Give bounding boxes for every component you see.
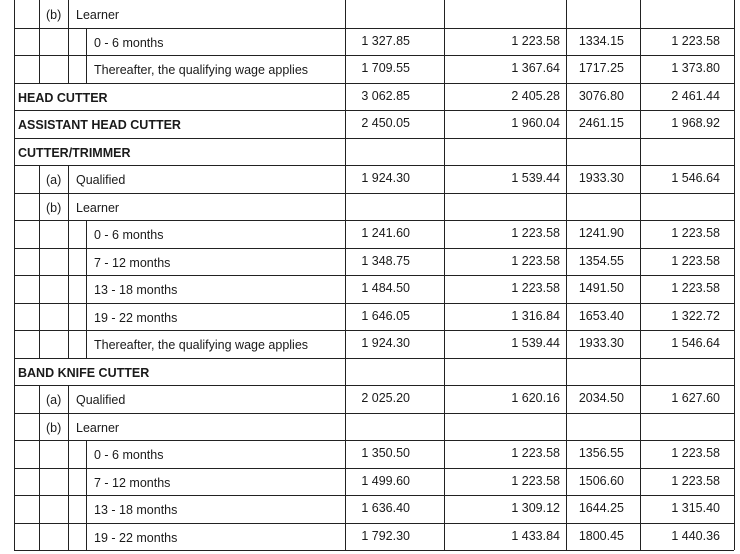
- indent-rule: [68, 193, 69, 221]
- row-rule: [14, 28, 734, 29]
- value-column-rule: [734, 275, 735, 303]
- wage-value: 2034.50: [578, 391, 624, 405]
- row-label: Learner: [76, 420, 120, 435]
- wage-value: 1653.40: [578, 308, 624, 323]
- value-column-rule: [640, 193, 641, 221]
- indent-rule: [68, 0, 69, 28]
- row-label: 19 - 22 months: [94, 530, 178, 545]
- table-left-border: [14, 220, 15, 248]
- wage-value: 3076.80: [578, 88, 624, 103]
- value-column-rule: [734, 385, 735, 413]
- value-column-rule: [345, 0, 346, 28]
- value-column-rule: [444, 220, 445, 248]
- wage-value: 1933.30: [578, 336, 624, 350]
- value-column-rule: [444, 138, 445, 166]
- row-marker: (a): [46, 393, 62, 407]
- wage-value: 2 405.28: [511, 88, 560, 103]
- value-column-rule: [734, 468, 735, 496]
- wage-value: 1 546.64: [671, 336, 720, 350]
- value-column-rule: [345, 358, 346, 386]
- row-rule: [14, 248, 734, 249]
- value-column-rule: [734, 523, 735, 551]
- wage-value: 1 241.60: [361, 226, 410, 240]
- indent-rule: [68, 385, 69, 413]
- value-column-rule: [566, 138, 567, 166]
- wage-value: 1 499.60: [361, 473, 410, 488]
- indent-rule: [39, 220, 40, 248]
- wage-value: 1506.60: [578, 473, 624, 488]
- wage-value: 1 636.40: [361, 501, 410, 515]
- wage-value: 1 327.85: [361, 33, 410, 48]
- wage-value: 2461.15: [578, 116, 624, 130]
- indent-rule: [68, 523, 69, 551]
- indent-rule: [86, 248, 87, 276]
- indent-rule: [39, 413, 40, 441]
- indent-rule: [39, 0, 40, 28]
- indent-rule: [68, 440, 69, 468]
- indent-rule: [39, 275, 40, 303]
- wage-value: 1933.30: [578, 171, 624, 185]
- row-heading: BAND KNIFE CUTTER: [18, 365, 150, 380]
- indent-rule: [86, 220, 87, 248]
- value-column-rule: [734, 28, 735, 56]
- wage-value: 1 960.04: [511, 116, 560, 130]
- wage-value: 1 968.92: [671, 116, 720, 130]
- row-label: 0 - 6 months: [94, 35, 164, 50]
- row-label: Learner: [76, 8, 120, 22]
- table-left-border: [14, 358, 15, 386]
- wage-value: 1 373.80: [671, 61, 720, 75]
- indent-rule: [86, 275, 87, 303]
- wage-value: 1 646.05: [361, 308, 410, 323]
- value-column-rule: [734, 110, 735, 138]
- table-left-border: [14, 385, 15, 413]
- value-column-rule: [444, 495, 445, 523]
- row-label: Thereafter, the qualifying wage applies: [94, 338, 309, 352]
- row-rule: [14, 193, 734, 194]
- table-left-border: [14, 303, 15, 331]
- value-column-rule: [734, 440, 735, 468]
- value-column-rule: [444, 413, 445, 441]
- indent-rule: [86, 468, 87, 496]
- row-label: 0 - 6 months: [94, 448, 164, 462]
- row-label: 0 - 6 months: [94, 228, 164, 242]
- wage-value: 1 546.64: [671, 171, 720, 185]
- row-marker: (b): [46, 420, 62, 435]
- value-column-rule: [444, 523, 445, 551]
- row-label: 7 - 12 months: [94, 475, 171, 490]
- value-column-rule: [734, 55, 735, 83]
- indent-rule: [39, 303, 40, 331]
- value-column-rule: [444, 330, 445, 358]
- value-column-rule: [734, 303, 735, 331]
- row-heading: CUTTER/TRIMMER: [18, 145, 131, 160]
- value-column-rule: [566, 358, 567, 386]
- table-left-border: [14, 28, 15, 56]
- indent-rule: [86, 523, 87, 551]
- row-label: 19 - 22 months: [94, 310, 178, 325]
- wage-value: 1 539.44: [511, 336, 560, 350]
- wage-value: 1 539.44: [511, 171, 560, 185]
- value-column-rule: [734, 413, 735, 441]
- value-column-rule: [734, 330, 735, 358]
- indent-rule: [39, 55, 40, 83]
- value-column-rule: [444, 303, 445, 331]
- value-column-rule: [444, 28, 445, 56]
- indent-rule: [68, 330, 69, 358]
- value-column-rule: [345, 413, 346, 441]
- value-column-rule: [444, 358, 445, 386]
- wage-value: 1 924.30: [361, 336, 410, 350]
- wage-value: 1 709.55: [361, 61, 410, 75]
- value-column-rule: [444, 83, 445, 111]
- indent-rule: [39, 440, 40, 468]
- value-column-rule: [734, 165, 735, 193]
- wage-value: 1 223.58: [511, 33, 560, 48]
- indent-rule: [68, 28, 69, 56]
- value-column-rule: [734, 193, 735, 221]
- value-column-rule: [444, 248, 445, 276]
- wage-value: 1 792.30: [361, 528, 410, 543]
- wage-value: 1 223.58: [671, 446, 720, 460]
- row-label: 7 - 12 months: [94, 255, 171, 270]
- table-left-border: [14, 275, 15, 303]
- row-rule: [14, 523, 734, 524]
- value-column-rule: [734, 495, 735, 523]
- indent-rule: [39, 385, 40, 413]
- row-label: Learner: [76, 200, 120, 215]
- indent-rule: [39, 165, 40, 193]
- table-left-border: [14, 83, 15, 111]
- wage-value: 3 062.85: [361, 88, 410, 103]
- wage-value: 1717.25: [578, 61, 624, 75]
- wage-value: 1 309.12: [511, 501, 560, 515]
- row-label: 13 - 18 months: [94, 283, 178, 297]
- row-rule: [14, 138, 734, 139]
- wage-value: 1 440.36: [671, 528, 720, 543]
- row-rule: [14, 358, 734, 359]
- indent-rule: [86, 303, 87, 331]
- value-column-rule: [734, 0, 735, 28]
- wage-value: 1 223.58: [511, 281, 560, 295]
- indent-rule: [68, 55, 69, 83]
- row-rule: [14, 495, 734, 496]
- wage-value: 1 223.58: [671, 473, 720, 488]
- table-left-border: [14, 523, 15, 551]
- wage-value: 1 627.60: [671, 391, 720, 405]
- value-column-rule: [734, 248, 735, 276]
- indent-rule: [39, 330, 40, 358]
- table-left-border: [14, 330, 15, 358]
- wage-value: 1 223.58: [671, 281, 720, 295]
- wage-value: 1 223.58: [671, 33, 720, 48]
- wage-value: 1 223.58: [511, 446, 560, 460]
- wage-value: 1 924.30: [361, 171, 410, 185]
- indent-rule: [68, 413, 69, 441]
- indent-rule: [39, 468, 40, 496]
- value-column-rule: [734, 220, 735, 248]
- wage-value: 1 223.58: [671, 226, 720, 240]
- value-column-rule: [640, 358, 641, 386]
- row-rule: [14, 385, 734, 386]
- row-rule: [14, 550, 734, 551]
- row-rule: [14, 468, 734, 469]
- wage-value: 2 025.20: [361, 391, 410, 405]
- value-column-rule: [444, 0, 445, 28]
- value-column-rule: [345, 193, 346, 221]
- indent-rule: [68, 248, 69, 276]
- wage-value: 2 461.44: [671, 88, 720, 103]
- row-rule: [14, 220, 734, 221]
- value-column-rule: [566, 0, 567, 28]
- indent-rule: [39, 523, 40, 551]
- value-column-rule: [640, 413, 641, 441]
- indent-rule: [39, 193, 40, 221]
- indent-rule: [68, 275, 69, 303]
- value-column-rule: [444, 468, 445, 496]
- wage-value: 1 223.58: [511, 473, 560, 488]
- indent-rule: [39, 248, 40, 276]
- indent-rule: [68, 495, 69, 523]
- table-left-border: [14, 248, 15, 276]
- value-column-rule: [444, 110, 445, 138]
- wage-value: 1 348.75: [361, 253, 410, 268]
- row-rule: [14, 55, 734, 56]
- table-left-border: [14, 413, 15, 441]
- row-label: Qualified: [76, 393, 126, 407]
- wage-value: 1 484.50: [361, 281, 410, 295]
- indent-rule: [39, 495, 40, 523]
- value-column-rule: [640, 0, 641, 28]
- wage-value: 1 322.72: [671, 308, 720, 323]
- value-column-rule: [566, 193, 567, 221]
- value-column-rule: [444, 193, 445, 221]
- table-left-border: [14, 440, 15, 468]
- wage-value: 1800.45: [578, 528, 624, 543]
- table-left-border: [14, 468, 15, 496]
- value-column-rule: [444, 275, 445, 303]
- wage-value: 1 315.40: [671, 501, 720, 515]
- row-heading: ASSISTANT HEAD CUTTER: [18, 118, 181, 132]
- row-rule: [14, 303, 734, 304]
- value-column-rule: [345, 138, 346, 166]
- indent-rule: [39, 28, 40, 56]
- wage-value: 1334.15: [578, 33, 624, 48]
- value-column-rule: [444, 55, 445, 83]
- wage-value: 1 350.50: [361, 446, 410, 460]
- wage-value: 2 450.05: [361, 116, 410, 130]
- wage-value: 1 433.84: [511, 528, 560, 543]
- row-marker: (b): [46, 200, 62, 215]
- value-column-rule: [444, 440, 445, 468]
- table-left-border: [14, 193, 15, 221]
- row-rule: [14, 440, 734, 441]
- wage-value: 1 223.58: [511, 226, 560, 240]
- row-label: 13 - 18 months: [94, 503, 178, 517]
- row-rule: [14, 275, 734, 276]
- table-left-border: [14, 55, 15, 83]
- value-column-rule: [444, 165, 445, 193]
- table-left-border: [14, 138, 15, 166]
- row-rule: [14, 413, 734, 414]
- table-left-border: [14, 110, 15, 138]
- row-rule: [14, 83, 734, 84]
- row-marker: (a): [46, 173, 62, 187]
- row-rule: [14, 110, 734, 111]
- indent-rule: [86, 28, 87, 56]
- value-column-rule: [734, 358, 735, 386]
- wage-value: 1 316.84: [511, 308, 560, 323]
- indent-rule: [86, 55, 87, 83]
- table-left-border: [14, 495, 15, 523]
- wage-value: 1356.55: [578, 446, 624, 460]
- indent-rule: [68, 468, 69, 496]
- wage-value: 1 367.64: [511, 61, 560, 75]
- wage-value: 1 223.58: [671, 253, 720, 268]
- value-column-rule: [734, 83, 735, 111]
- wage-value: 1 223.58: [511, 253, 560, 268]
- row-label: Thereafter, the qualifying wage applies: [94, 63, 309, 77]
- indent-rule: [86, 330, 87, 358]
- table-left-border: [14, 165, 15, 193]
- indent-rule: [68, 220, 69, 248]
- row-rule: [14, 330, 734, 331]
- wage-value: 1491.50: [578, 281, 624, 295]
- wage-value: 1241.90: [578, 226, 624, 240]
- indent-rule: [68, 165, 69, 193]
- value-column-rule: [734, 138, 735, 166]
- row-heading: HEAD CUTTER: [18, 90, 108, 105]
- value-column-rule: [444, 385, 445, 413]
- indent-rule: [86, 495, 87, 523]
- row-rule: [14, 165, 734, 166]
- wage-value: 1354.55: [578, 253, 624, 268]
- table-left-border: [14, 0, 15, 28]
- indent-rule: [86, 440, 87, 468]
- row-marker: (b): [46, 8, 62, 22]
- wage-value: 1 620.16: [511, 391, 560, 405]
- value-column-rule: [566, 413, 567, 441]
- value-column-rule: [640, 138, 641, 166]
- wage-value: 1644.25: [578, 501, 624, 515]
- indent-rule: [68, 303, 69, 331]
- row-label: Qualified: [76, 173, 126, 187]
